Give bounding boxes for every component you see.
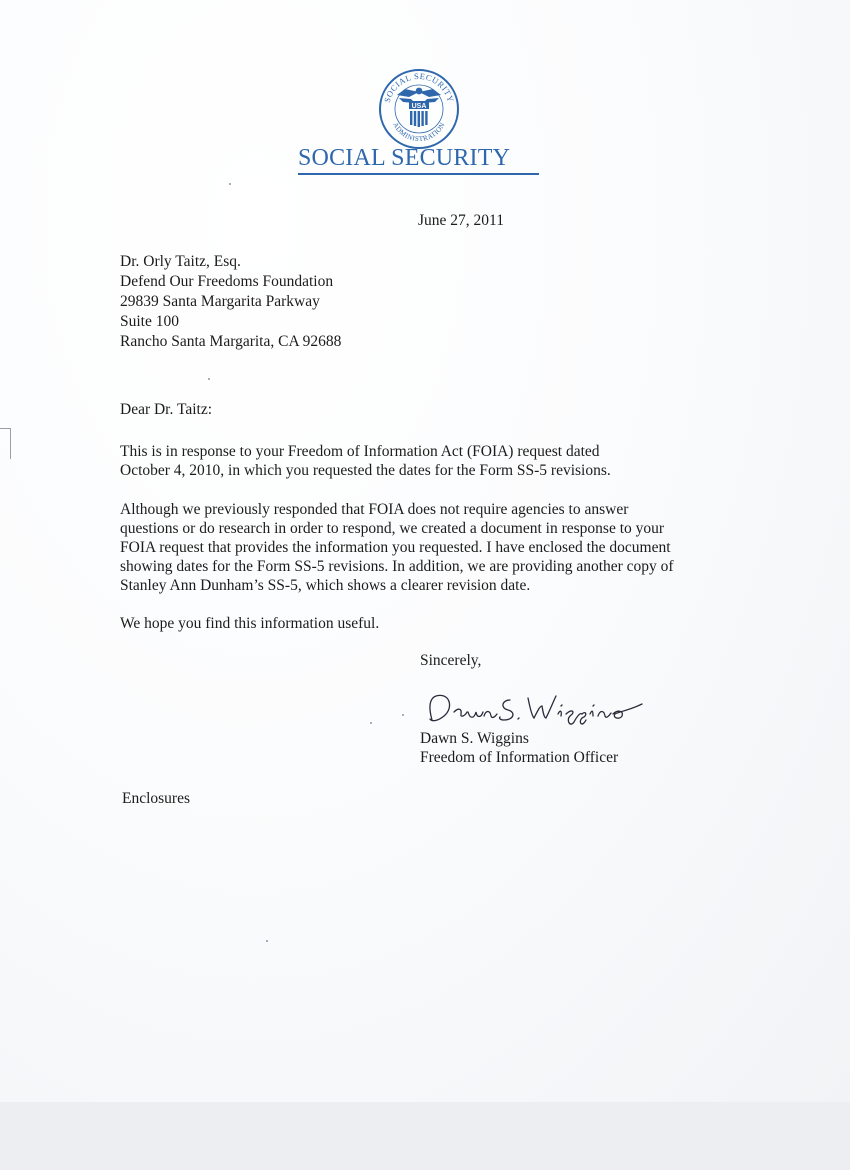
paper-speck (266, 940, 268, 942)
address-line: Suite 100 (120, 313, 179, 330)
paper-speck (370, 722, 372, 724)
letter-date: June 27, 2011 (418, 212, 504, 229)
address-line: Defend Our Freedoms Foundation (120, 273, 334, 290)
recipient-address (120, 252, 341, 352)
seal-text-bottom: ADMINISTRATION (391, 121, 447, 144)
paragraph-line: FOIA request that provides the information you requested. I have enclosed the document (120, 539, 671, 556)
signer-name: Dawn S. Wiggins (420, 730, 529, 747)
paragraph-line: October 4, 2010, in which you requested the dates for the Form SS-5 revisions. (120, 462, 611, 479)
seal-text-top: SOCIAL SECURITY (382, 71, 456, 104)
body-paragraph (120, 442, 611, 480)
body-paragraph (120, 500, 674, 595)
paragraph-line: Although we previously responded that FOIA does not require agencies to answer (120, 501, 629, 518)
paragraph-line: showing dates for the Form SS-5 revisions. In addition, we are providing another copy of (120, 558, 674, 575)
salutation: Dear Dr. Taitz: (120, 401, 213, 418)
paragraph-line: Stanley Ann Dunham’s SS-5, which shows a clearer revision date. (120, 577, 531, 594)
paper-speck (229, 183, 231, 185)
agency-name: SOCIAL SECURITY (298, 143, 539, 175)
handwritten-signature (410, 686, 650, 728)
scan-bottom-strip (0, 1102, 850, 1170)
address-line: 29839 Santa Margarita Parkway (120, 293, 320, 310)
address-line: Dr. Orly Taitz, Esq. (120, 253, 241, 270)
seal-text-center: USA (411, 103, 427, 110)
ssa-seal-logo (378, 68, 460, 150)
body-paragraph (120, 614, 379, 633)
shield-stripes-icon (410, 111, 428, 127)
page-edge-mark (0, 428, 11, 459)
paragraph-line: questions or do research in order to respond, we created a document in response to your (120, 520, 665, 537)
address-line: Rancho Santa Margarita, CA 92688 (120, 333, 342, 350)
paper-speck (208, 378, 210, 380)
paper-speck (402, 714, 404, 716)
signer-title: Freedom of Information Officer (420, 749, 619, 766)
paragraph-line: We hope you find this information useful. (120, 615, 380, 632)
paragraph-line: This is in response to your Freedom of Information Act (FOIA) request dated (120, 443, 600, 460)
eagle-icon (397, 88, 441, 103)
closing: Sincerely, (420, 652, 482, 669)
enclosures-note: Enclosures (122, 790, 191, 807)
